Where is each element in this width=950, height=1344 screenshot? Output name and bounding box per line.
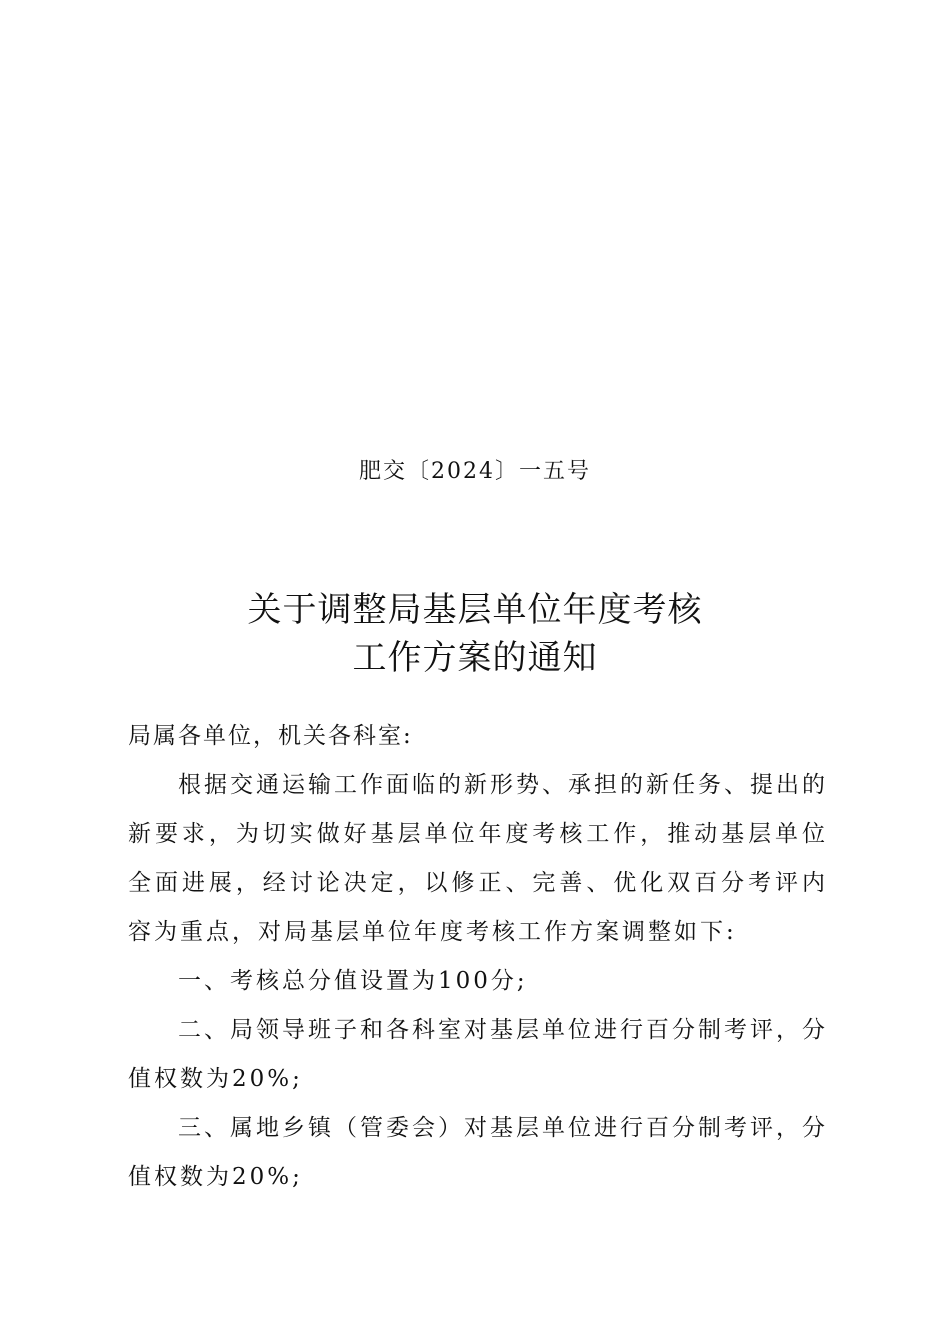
paragraph-item-2: 二、局领导班子和各科室对基层单位进行百分制考评，分值权数为20%; — [128, 1017, 828, 1092]
title-line-1: 关于调整局基层单位年度考核 — [247, 590, 703, 630]
paragraph-item-1: 一、考核总分值设置为100分; — [178, 968, 528, 994]
document-title — [0, 586, 950, 682]
document-number: 肥交〔2024〕一五号 — [359, 459, 591, 484]
salutation: 局属各单位，机关各科室: — [128, 723, 413, 749]
paragraph-intro: 根据交通运输工作面临的新形势、承担的新任务、提出的新要求，为切实做好基层单位年度考核工作，推动基层单位全面进展，经讨论决定，以修正、完善、优化双百分考评内容为重点，对局基层单位年度考核工作方案调整如下: — [128, 772, 828, 945]
document-body — [128, 712, 828, 1202]
paragraph-item-3: 三、属地乡镇（管委会）对基层单位进行百分制考评，分值权数为20%; — [128, 1115, 828, 1190]
title-line-2: 工作方案的通知 — [352, 638, 598, 678]
